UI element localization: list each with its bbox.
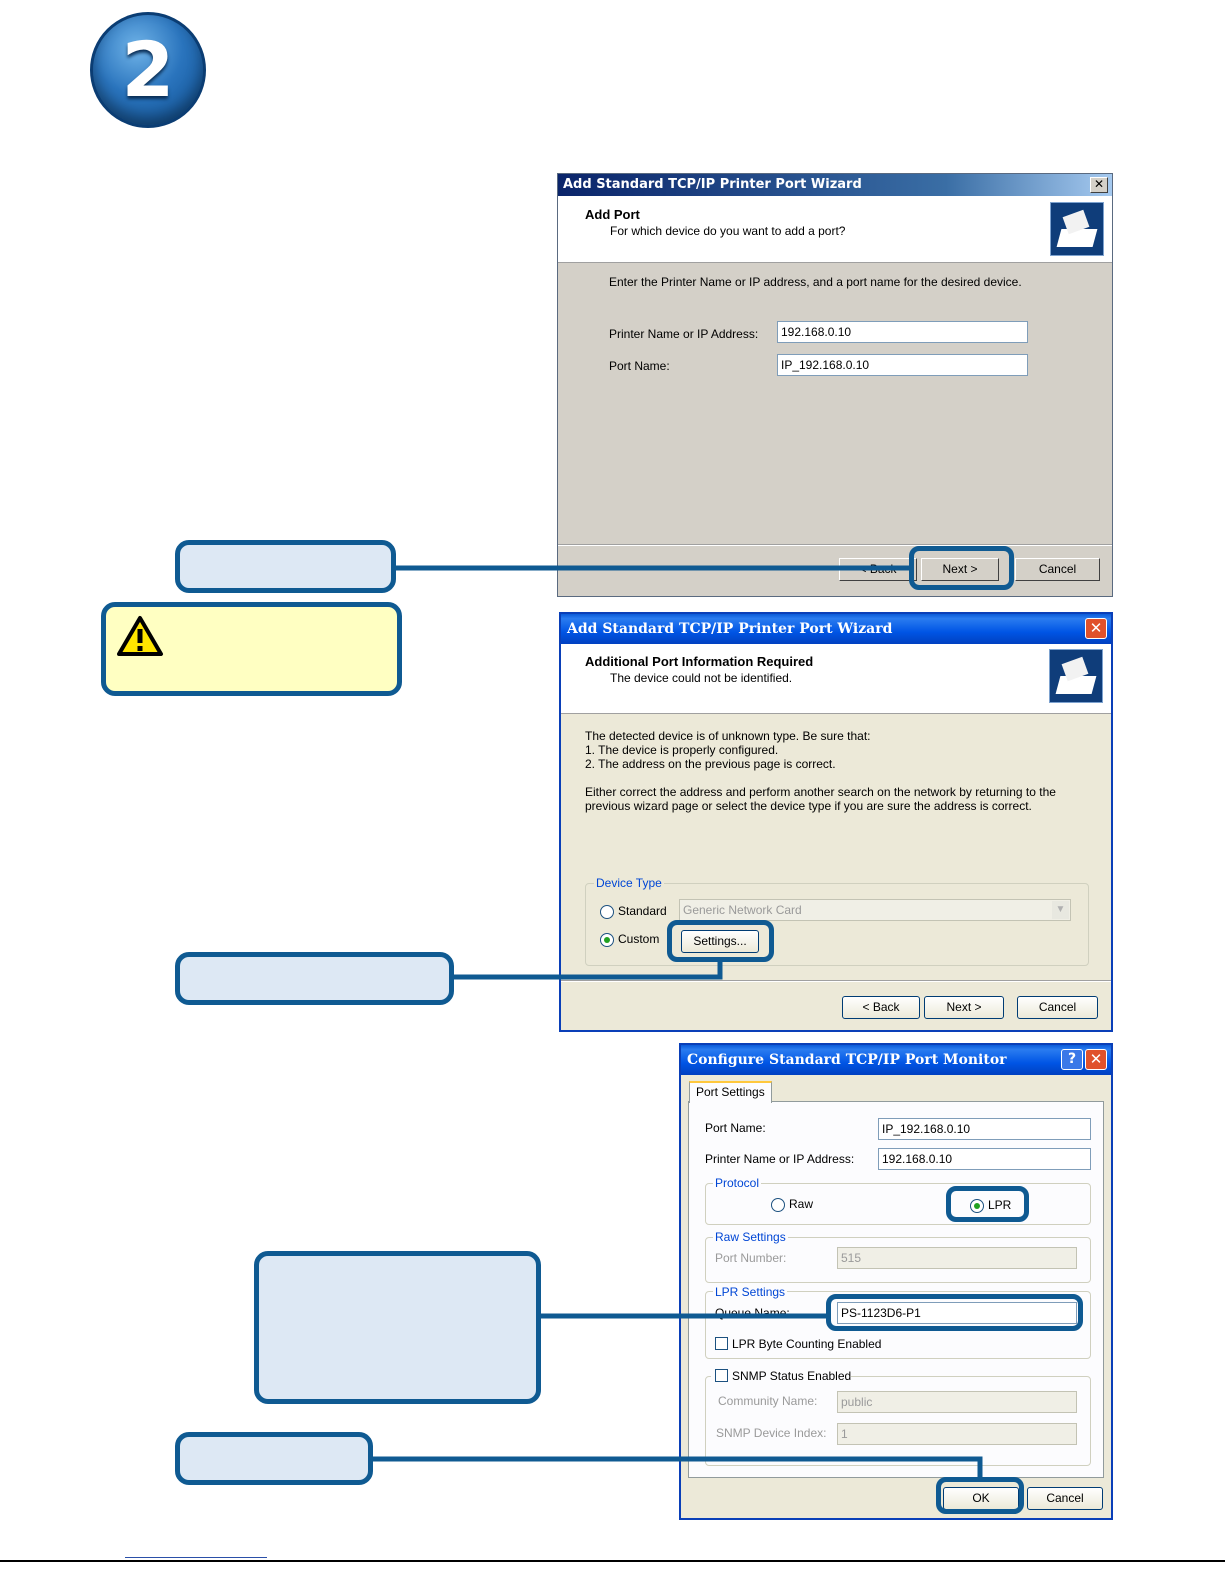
wizard2-body-para: Either correct the address and perform another search on the network by returning to the bbox=[585, 785, 1056, 799]
raw-settings-legend: Raw Settings bbox=[715, 1230, 786, 1244]
device-index-input[interactable]: 1 bbox=[837, 1423, 1077, 1445]
cancel-button[interactable]: Cancel bbox=[1017, 996, 1098, 1019]
port-monitor-dialog bbox=[679, 1043, 1113, 1520]
wizard1-header-title: Add Port bbox=[585, 207, 640, 222]
snmp-checkbox[interactable] bbox=[715, 1369, 728, 1382]
wizard2-body-line: 2. The address on the previous page is correct. bbox=[585, 757, 836, 771]
footer-link-underline bbox=[125, 1557, 267, 1558]
printer-name-input[interactable]: 192.168.0.10 bbox=[777, 321, 1028, 343]
port-name-input[interactable]: IP_192.168.0.10 bbox=[878, 1118, 1091, 1140]
printer-icon bbox=[1050, 202, 1104, 256]
wizard2-body-line: The detected device is of unknown type. Be sure that: bbox=[585, 729, 871, 743]
wizard1-separator bbox=[558, 544, 1113, 546]
wizard1-header-subtitle: For which device do you want to add a port? bbox=[610, 224, 846, 238]
next-button[interactable]: Next > bbox=[921, 558, 999, 581]
next-button[interactable]: Next > bbox=[924, 996, 1004, 1019]
callout-next bbox=[175, 540, 396, 593]
wizard1-title-bar bbox=[558, 174, 1112, 196]
device-type-select[interactable] bbox=[679, 899, 1071, 921]
close-icon[interactable]: ✕ bbox=[1085, 1049, 1107, 1070]
wizard2-title-bar bbox=[561, 614, 1111, 644]
warning-triangle-icon bbox=[116, 615, 164, 657]
step-number-badge bbox=[90, 12, 206, 128]
port-name-label: Port Name: bbox=[705, 1121, 766, 1135]
raw-radio[interactable] bbox=[771, 1198, 785, 1212]
standard-label: Standard bbox=[618, 904, 667, 918]
wizard1-instruction: Enter the Printer Name or IP address, and a port name for the desired device. bbox=[609, 275, 1022, 289]
queue-name-label: Queue Name: bbox=[715, 1306, 790, 1320]
add-port-wizard-dialog bbox=[557, 173, 1113, 597]
back-button[interactable]: < Back bbox=[842, 996, 920, 1019]
help-icon[interactable]: ? bbox=[1061, 1049, 1083, 1070]
highlight-settings-button bbox=[667, 920, 774, 962]
ok-button[interactable]: OK bbox=[943, 1487, 1019, 1510]
standard-radio[interactable] bbox=[600, 905, 614, 919]
monitor-title-bar bbox=[681, 1045, 1111, 1075]
footer-rule bbox=[0, 1560, 1225, 1562]
close-icon[interactable]: ✕ bbox=[1085, 618, 1107, 639]
lpr-settings-legend: LPR Settings bbox=[715, 1285, 786, 1299]
queue-name-input[interactable]: PS-1123D6-P1 bbox=[837, 1302, 1077, 1324]
printer-icon bbox=[1049, 649, 1103, 703]
wizard1-title: Add Standard TCP/IP Printer Port Wizard bbox=[563, 177, 862, 192]
step-number: 2 bbox=[121, 25, 175, 114]
lpr-label: LPR bbox=[988, 1198, 1012, 1212]
snmp-label: SNMP Status Enabled bbox=[732, 1369, 852, 1383]
byte-counting-checkbox[interactable] bbox=[715, 1337, 728, 1350]
cancel-button[interactable]: Cancel bbox=[1027, 1487, 1103, 1510]
protocol-group bbox=[705, 1183, 1091, 1225]
tab-port-settings[interactable]: Port Settings bbox=[689, 1081, 772, 1103]
wizard2-body-para: previous wizard page or select the device type if you are sure the address is correct. bbox=[585, 799, 1032, 813]
highlight-next-button bbox=[909, 546, 1014, 590]
back-button[interactable]: < Back bbox=[839, 558, 917, 581]
protocol-legend: Protocol bbox=[715, 1176, 760, 1190]
port-number-input[interactable]: 515 bbox=[837, 1247, 1077, 1269]
community-name-input[interactable]: public bbox=[837, 1391, 1077, 1413]
close-icon[interactable]: ✕ bbox=[1090, 177, 1108, 193]
port-name-input[interactable]: IP_192.168.0.10 bbox=[777, 354, 1028, 376]
wizard2-body-line: 1. The device is properly configured. bbox=[585, 743, 779, 757]
wizard2-header-subtitle: The device could not be identified. bbox=[610, 671, 793, 685]
custom-radio[interactable] bbox=[600, 933, 614, 947]
wizard1-header bbox=[558, 196, 1112, 263]
port-number-label: Port Number: bbox=[715, 1251, 787, 1265]
cancel-button[interactable]: Cancel bbox=[1015, 558, 1100, 581]
byte-counting-label: LPR Byte Counting Enabled bbox=[732, 1337, 882, 1351]
wizard2-title: Add Standard TCP/IP Printer Port Wizard bbox=[567, 621, 893, 637]
snmp-group bbox=[705, 1376, 1091, 1466]
printer-name-input[interactable]: 192.168.0.10 bbox=[878, 1148, 1091, 1170]
printer-name-label: Printer Name or IP Address: bbox=[705, 1152, 855, 1166]
port-name-label: Port Name: bbox=[609, 359, 670, 373]
settings-button[interactable]: Settings... bbox=[681, 930, 759, 953]
device-type-legend: Device Type bbox=[596, 876, 662, 890]
community-name-label: Community Name: bbox=[718, 1394, 818, 1408]
device-type-group bbox=[585, 883, 1089, 966]
additional-port-info-dialog bbox=[559, 612, 1113, 1032]
device-type-selected: Generic Network Card bbox=[683, 903, 802, 917]
custom-label: Custom bbox=[618, 932, 660, 946]
highlight-lpr-radio bbox=[946, 1186, 1029, 1222]
callout-ok bbox=[175, 1432, 373, 1485]
warning-callout bbox=[101, 602, 402, 696]
highlight-queue-name bbox=[826, 1294, 1083, 1331]
raw-label: Raw bbox=[789, 1197, 814, 1211]
printer-name-label: Printer Name or IP Address: bbox=[609, 327, 759, 341]
highlight-ok-button bbox=[936, 1477, 1024, 1514]
monitor-title: Configure Standard TCP/IP Port Monitor bbox=[687, 1052, 1007, 1068]
wizard2-header bbox=[561, 644, 1111, 714]
wizard2-separator bbox=[561, 980, 1113, 982]
callout-settings bbox=[175, 952, 454, 1005]
chevron-down-icon: ▼ bbox=[1052, 901, 1069, 919]
wizard2-header-title: Additional Port Information Required bbox=[585, 654, 814, 669]
device-index-label: SNMP Device Index: bbox=[716, 1426, 827, 1440]
callout-queue-name bbox=[254, 1251, 541, 1404]
